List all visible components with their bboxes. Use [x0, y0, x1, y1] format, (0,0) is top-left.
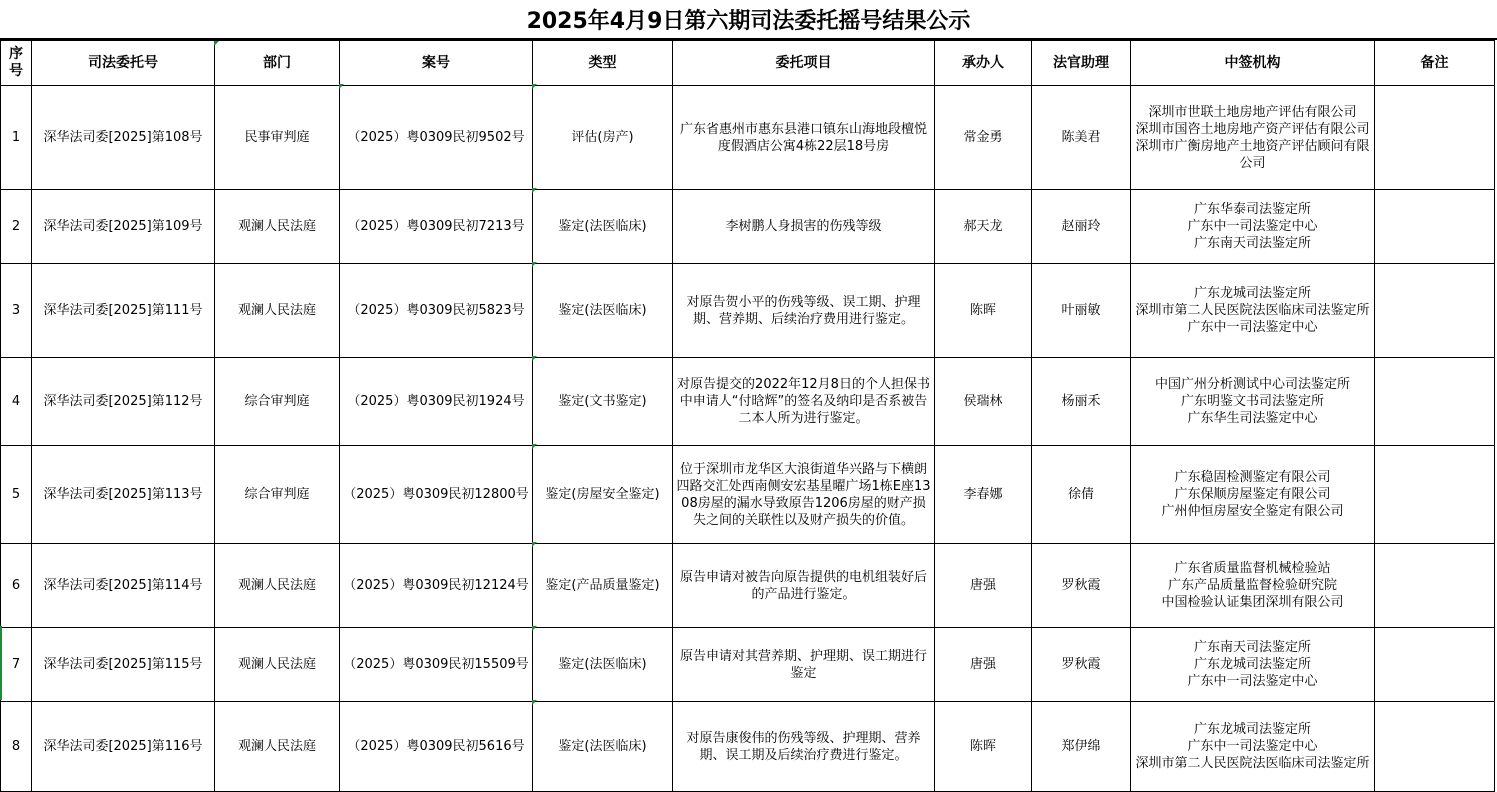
cell-handler[interactable]: 陈晖: [935, 264, 1032, 358]
agency-line: 广州仲恒房屋安全鉴定有限公司: [1161, 504, 1344, 519]
table-row: [1, 358, 1495, 446]
cell-remark[interactable]: [1375, 544, 1495, 628]
cell-marker: [214, 41, 219, 46]
cell-commission[interactable]: 深华法司委[2025]第112号: [32, 358, 215, 446]
cell-handler[interactable]: 陈晖: [935, 702, 1032, 792]
cell-type[interactable]: 评估(房产): [533, 86, 673, 190]
table-row: [1, 190, 1495, 264]
cell-type[interactable]: 鉴定(法医临床): [533, 702, 673, 792]
agency-line: 广东稳固检测鉴定有限公司: [1174, 470, 1331, 485]
cell-assistant[interactable]: 罗秋霞: [1032, 544, 1131, 628]
cell-marker: [532, 356, 537, 361]
cell-handler[interactable]: 常金勇: [935, 86, 1032, 190]
table-row: [1, 544, 1495, 628]
cell-case[interactable]: （2025）粤0309民初5823号: [340, 264, 533, 358]
table-row: [1, 264, 1495, 358]
cell-type[interactable]: 鉴定(法医临床): [533, 628, 673, 702]
cell-assistant[interactable]: 徐倩: [1032, 446, 1131, 544]
selection-edge: [0, 626, 2, 700]
cell-marker: [532, 700, 537, 705]
cell-dept[interactable]: 观澜人民法庭: [215, 190, 340, 264]
cell-agency[interactable]: [1131, 446, 1375, 544]
agency-line: 广东龙城司法鉴定所: [1193, 722, 1311, 737]
cell-assistant[interactable]: 郑伊绵: [1032, 702, 1131, 792]
cell-remark[interactable]: [1375, 446, 1495, 544]
cell-type[interactable]: 鉴定(产品质量鉴定): [533, 544, 673, 628]
cell-assistant[interactable]: 赵丽玲: [1032, 190, 1131, 264]
col-header-dept[interactable]: 部门: [215, 41, 340, 86]
cell-agency[interactable]: [1131, 628, 1375, 702]
agency-line: 广东明鉴文书司法鉴定所: [1180, 394, 1324, 409]
cell-case[interactable]: （2025）粤0309民初12124号: [340, 544, 533, 628]
cell-no[interactable]: 5: [1, 446, 32, 544]
cell-marker: [532, 262, 537, 267]
agency-line: 深圳市广衡房地产土地资产评估顾问有限公司: [1135, 138, 1370, 171]
cell-remark[interactable]: [1375, 358, 1495, 446]
cell-no[interactable]: 4: [1, 358, 32, 446]
col-header-case[interactable]: 案号: [340, 41, 533, 86]
cell-dept[interactable]: 综合审判庭: [215, 358, 340, 446]
cell-assistant[interactable]: 叶丽敏: [1032, 264, 1131, 358]
cell-type[interactable]: 鉴定(法医临床): [533, 264, 673, 358]
cell-no[interactable]: 3: [1, 264, 32, 358]
cell-case[interactable]: （2025）粤0309民初12800号: [340, 446, 533, 544]
cell-agency[interactable]: [1131, 190, 1375, 264]
cell-commission[interactable]: 深华法司委[2025]第108号: [32, 86, 215, 190]
cell-remark[interactable]: [1375, 264, 1495, 358]
results-table: [0, 40, 1495, 792]
cell-commission[interactable]: 深华法司委[2025]第114号: [32, 544, 215, 628]
cell-marker: [532, 444, 537, 449]
cell-remark[interactable]: [1375, 190, 1495, 264]
cell-no[interactable]: 6: [1, 544, 32, 628]
cell-commission[interactable]: 深华法司委[2025]第115号: [32, 628, 215, 702]
cell-case[interactable]: （2025）粤0309民初5616号: [340, 702, 533, 792]
cell-assistant[interactable]: 陈美君: [1032, 86, 1131, 190]
cell-item[interactable]: 对原告贺小平的伤残等级、误工期、护理期、营养期、后续治疗费用进行鉴定。: [673, 264, 935, 358]
cell-commission[interactable]: 深华法司委[2025]第109号: [32, 190, 215, 264]
agency-line: 广东保顺房屋鉴定有限公司: [1174, 487, 1331, 502]
cell-remark[interactable]: [1375, 702, 1495, 792]
table-row: [1, 86, 1495, 190]
agency-line: 中国广州分析测试中心司法鉴定所: [1154, 377, 1350, 392]
cell-handler[interactable]: 郝天龙: [935, 190, 1032, 264]
col-header-type[interactable]: 类型: [533, 41, 673, 86]
cell-agency[interactable]: [1131, 702, 1375, 792]
col-header-remark[interactable]: 备注: [1375, 41, 1495, 86]
cell-remark[interactable]: [1375, 628, 1495, 702]
agency-line: 广东华泰司法鉴定所: [1193, 202, 1311, 217]
cell-commission[interactable]: 深华法司委[2025]第113号: [32, 446, 215, 544]
cell-case[interactable]: （2025）粤0309民初9502号: [340, 86, 533, 190]
cell-item[interactable]: 李树鹏人身损害的伤残等级: [673, 190, 935, 264]
cell-commission[interactable]: 深华法司委[2025]第116号: [32, 702, 215, 792]
col-header-no[interactable]: 序号: [1, 41, 32, 86]
cell-handler[interactable]: 侯瑞林: [935, 358, 1032, 446]
cell-case[interactable]: （2025）粤0309民初1924号: [340, 358, 533, 446]
agency-line: 深圳市第二人民医院法医临床司法鉴定所: [1135, 756, 1370, 771]
cell-agency[interactable]: [1131, 264, 1375, 358]
table-row: [1, 446, 1495, 544]
agency-line: 深圳市世联土地房地产评估有限公司: [1148, 104, 1357, 120]
cell-item[interactable]: 对原告康俊伟的伤残等级、护理期、营养期、误工期及后续治疗费进行鉴定。: [673, 702, 935, 792]
agency-line: 广东南天司法鉴定所: [1193, 640, 1311, 655]
cell-marker: [532, 188, 537, 193]
cell-item[interactable]: 原告申请对其营养期、护理期、误工期进行鉴定: [673, 628, 935, 702]
col-header-handler[interactable]: 承办人: [935, 41, 1032, 86]
cell-assistant[interactable]: 罗秋霞: [1032, 628, 1131, 702]
agency-line: 广东中一司法鉴定中心: [1187, 320, 1318, 335]
col-header-commission[interactable]: 司法委托号: [32, 41, 215, 86]
cell-assistant[interactable]: 杨丽禾: [1032, 358, 1131, 446]
cell-dept[interactable]: 综合审判庭: [215, 446, 340, 544]
cell-handler[interactable]: 李春娜: [935, 446, 1032, 544]
agency-line: 广东产品质量监督检验研究院: [1167, 578, 1337, 593]
cell-item[interactable]: 位于深圳市龙华区大浪街道华兴路与下横朗四路交汇处西南侧安宏基星曜广场1栋E座1308房屋的漏水导致原告1206房屋的财产损失之间的关联性以及财产损失的价值。: [673, 446, 935, 544]
cell-remark[interactable]: [1375, 86, 1495, 190]
cell-type[interactable]: 鉴定(文书鉴定): [533, 358, 673, 446]
cell-no[interactable]: 7: [1, 628, 32, 702]
table-row: [1, 628, 1495, 702]
col-header-agency[interactable]: 中签机构: [1131, 41, 1375, 86]
cell-no[interactable]: 1: [1, 86, 32, 190]
agency-line: 广东龙城司法鉴定所: [1193, 286, 1311, 301]
agency-line: 广东龙城司法鉴定所: [1193, 657, 1311, 672]
page-title: 2025年4月9日第六期司法委托摇号结果公示: [0, 0, 1497, 40]
agency-line: 广东省质量监督机械检验站: [1174, 561, 1331, 576]
header-row: [1, 41, 1495, 86]
cell-item[interactable]: 对原告提交的2022年12月8日的个人担保书中申请人“付晗辉”的签名及纳印是否系被告二本人所为进行鉴定。: [673, 358, 935, 446]
agency-line: 深圳市第二人民医院法医临床司法鉴定所: [1135, 303, 1370, 318]
cell-type[interactable]: 鉴定(法医临床): [533, 190, 673, 264]
agency-line: 广东中一司法鉴定中心: [1187, 739, 1318, 754]
cell-agency[interactable]: [1131, 86, 1375, 190]
cell-marker: [532, 84, 537, 89]
cell-commission[interactable]: 深华法司委[2025]第111号: [32, 264, 215, 358]
agency-line: 中国检验认证集团深圳有限公司: [1161, 595, 1344, 610]
cell-case[interactable]: （2025）粤0309民初15509号: [340, 628, 533, 702]
cell-handler[interactable]: 唐强: [935, 544, 1032, 628]
col-header-assistant[interactable]: 法官助理: [1032, 41, 1131, 86]
cell-agency[interactable]: [1131, 544, 1375, 628]
cell-marker: [532, 542, 537, 547]
cell-no[interactable]: 2: [1, 190, 32, 264]
cell-dept[interactable]: 民事审判庭: [215, 86, 340, 190]
cell-item[interactable]: 原告申请对被告向原告提供的电机组装好后的产品进行鉴定。: [673, 544, 935, 628]
cell-type[interactable]: 鉴定(房屋安全鉴定): [533, 446, 673, 544]
agency-line: 深圳市国咨土地房地产资产评估有限公司: [1135, 121, 1370, 137]
agency-line: 广东华生司法鉴定中心: [1187, 411, 1318, 426]
cell-dept[interactable]: 观澜人民法庭: [215, 544, 340, 628]
col-header-item[interactable]: 委托项目: [673, 41, 935, 86]
cell-dept[interactable]: 观澜人民法庭: [215, 264, 340, 358]
agency-line: 广东中一司法鉴定中心: [1187, 219, 1318, 234]
cell-dept[interactable]: 观澜人民法庭: [215, 702, 340, 792]
cell-dept[interactable]: 观澜人民法庭: [215, 628, 340, 702]
agency-line: 广东中一司法鉴定中心: [1187, 674, 1318, 689]
cell-agency[interactable]: [1131, 358, 1375, 446]
cell-handler[interactable]: 唐强: [935, 628, 1032, 702]
agency-line: 广东南天司法鉴定所: [1193, 236, 1311, 251]
table-row: [1, 702, 1495, 792]
cell-marker: [532, 626, 537, 631]
cell-case[interactable]: （2025）粤0309民初7213号: [340, 190, 533, 264]
cell-no[interactable]: 8: [1, 702, 32, 792]
cell-item[interactable]: 广东省惠州市惠东县港口镇东山海地段檀悦度假酒店公寓4栋22层18号房: [673, 86, 935, 190]
cell-marker: [339, 84, 344, 89]
